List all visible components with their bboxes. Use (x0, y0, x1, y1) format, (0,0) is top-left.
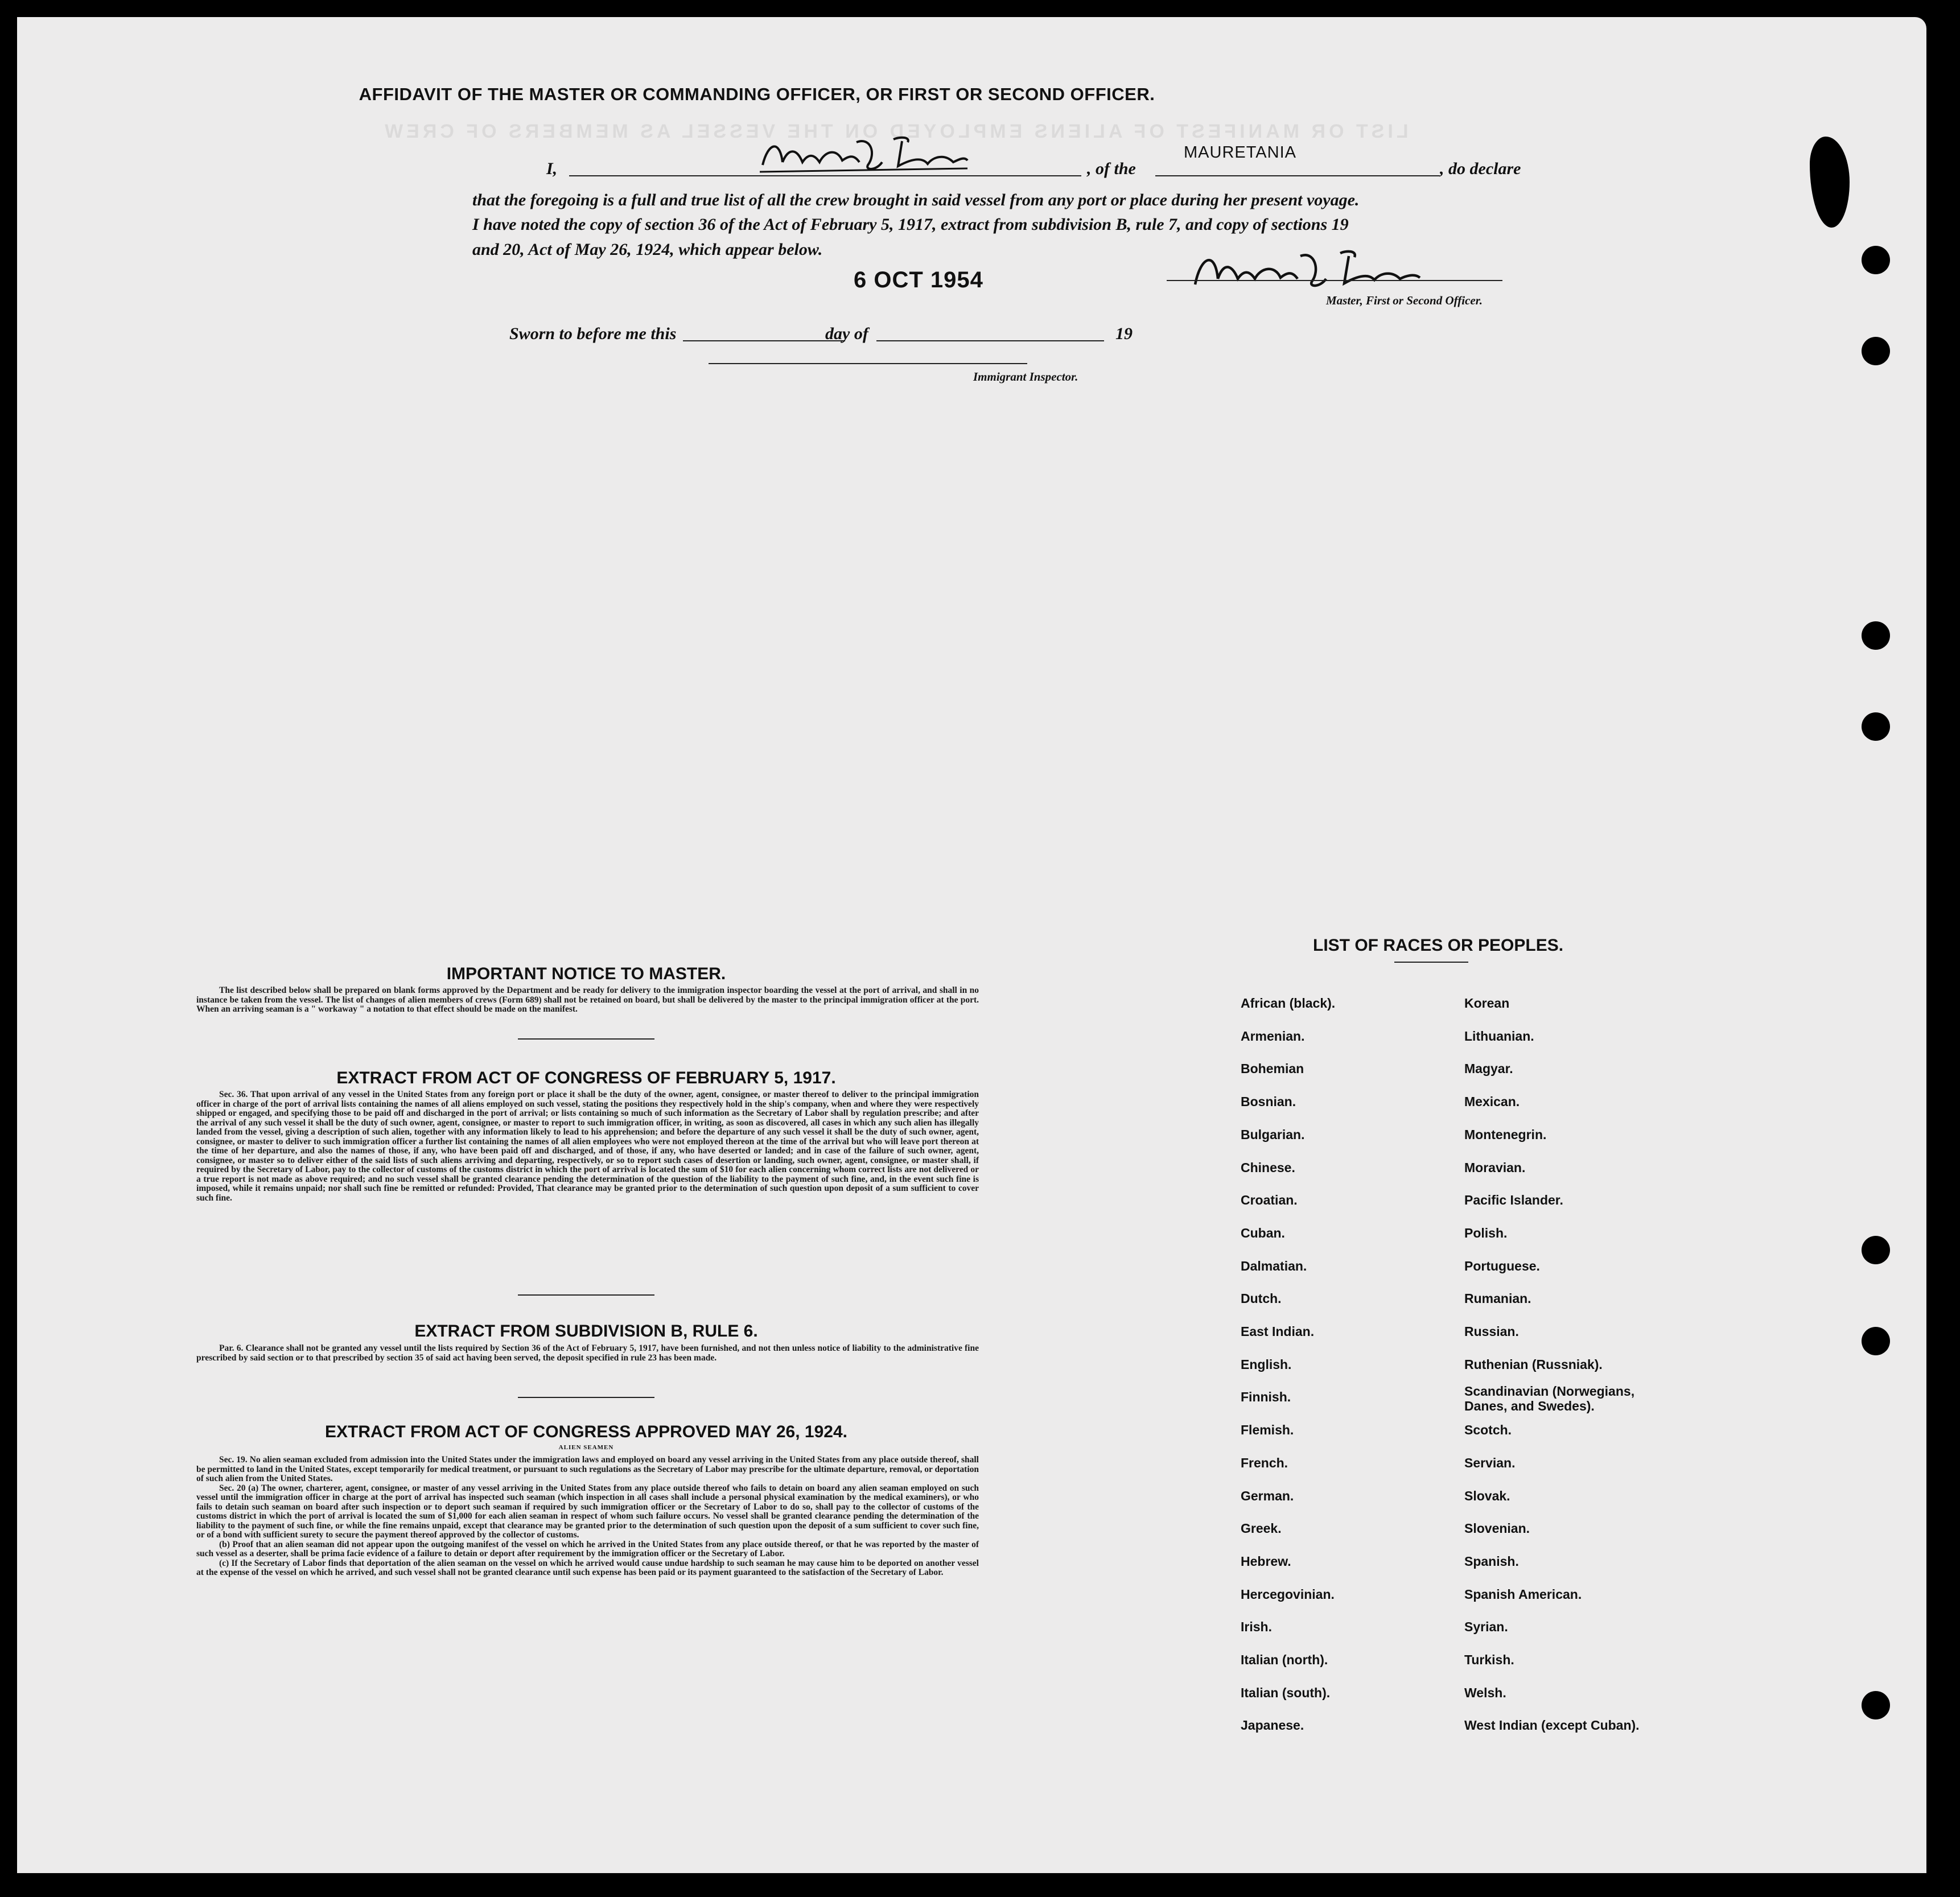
race-item: Scandinavian (Norwegians, Danes, and Swedes). (1464, 1384, 1635, 1414)
i-label: I, (546, 159, 558, 178)
race-item: Korean (1464, 996, 1510, 1011)
master-signature (1189, 245, 1428, 296)
race-item: Turkish. (1464, 1652, 1514, 1667)
torn-edge (1810, 137, 1850, 228)
race-item: Polish. (1464, 1225, 1508, 1240)
race-item: Welsh. (1464, 1685, 1506, 1700)
race-item: Dutch. (1241, 1291, 1282, 1306)
race-item: Bosnian. (1241, 1094, 1296, 1110)
punch-hole (1862, 621, 1890, 650)
race-item: Finnish. (1241, 1389, 1291, 1405)
race-item: Servian. (1464, 1455, 1516, 1470)
race-item: Moravian. (1464, 1160, 1526, 1175)
race-item: Montenegrin. (1464, 1127, 1547, 1142)
race-item: Bulgarian. (1241, 1127, 1305, 1142)
alien-seamen-subheading: ALIEN SEAMEN (558, 1444, 614, 1451)
races-heading: LIST OF RACES OR PEOPLES. (1313, 936, 1564, 955)
race-item: Japanese. (1241, 1718, 1304, 1733)
punch-hole (1862, 337, 1890, 365)
race-item: Croatian. (1241, 1193, 1298, 1208)
race-item: Italian (south). (1241, 1685, 1331, 1700)
race-item: Irish. (1241, 1619, 1272, 1635)
race-item: German. (1241, 1488, 1294, 1503)
document-page (17, 17, 1926, 1873)
extract-1924-text (196, 1455, 979, 1578)
race-item: Armenian. (1241, 1028, 1305, 1044)
of-the-label: , of the (1087, 159, 1136, 178)
race-item: Flemish. (1241, 1422, 1294, 1438)
sworn-label: Sworn to before me this (509, 324, 677, 343)
race-item: Pacific Islander. (1464, 1193, 1563, 1208)
divider (518, 1397, 654, 1398)
inspector-label: Immigrant Inspector. (973, 370, 1078, 383)
affidavit-title: AFFIDAVIT OF THE MASTER OR COMMANDING OFFICER, OR FIRST OR SECOND OFFICER. (359, 84, 1155, 104)
race-item: Slovenian. (1464, 1521, 1530, 1536)
subdivision-b-heading: EXTRACT FROM SUBDIVISION B, RULE 6. (414, 1322, 758, 1341)
inspector-signature-line (709, 363, 1027, 364)
race-item: English. (1241, 1356, 1292, 1372)
divider (518, 1294, 654, 1296)
race-item: Cuban. (1241, 1225, 1285, 1240)
race-item: Spanish. (1464, 1553, 1519, 1569)
race-item: East Indian. (1241, 1324, 1315, 1339)
sworn-day-line (683, 340, 845, 341)
race-item: Ruthenian (Russniak). (1464, 1356, 1603, 1372)
divider (1394, 962, 1468, 963)
date-stamp: 6 OCT 1954 (854, 267, 983, 292)
extract-1917-text (196, 1090, 979, 1203)
race-item: Rumanian. (1464, 1291, 1531, 1306)
sworn-month-line (876, 340, 1104, 341)
master-signature-top (757, 131, 973, 176)
punch-hole (1862, 1236, 1890, 1264)
race-item: Scotch. (1464, 1422, 1512, 1438)
section-19-paragraph: Sec. 19. No alien seaman excluded from admission into the United States under the immigration laws and employed on board any vessel arriving in the United States from any place outside thereof, shall be permitted to land in the United States, except temporarily for medical treatment, or pursuant to such regulations as the Secretary of Labor may prescribe for the ultimate departure, removal, or deportation of such alien from the United States. (196, 1455, 979, 1483)
race-item: Mexican. (1464, 1094, 1520, 1110)
divider (518, 1038, 654, 1040)
punch-hole (1862, 1327, 1890, 1355)
race-item: Slovak. (1464, 1488, 1510, 1503)
notice-heading: IMPORTANT NOTICE TO MASTER. (446, 964, 726, 983)
affidavit-line-4: and 20, Act of May 26, 1924, which appear below. (472, 240, 823, 259)
notice-paragraph: The list described below shall be prepared on blank forms approved by the Department and be ready for delivery to the immigration inspector boarding the vessel at the port of arrival, and shall in no instance be taken from the vessel. The list of changes of alien members of crews (Form 689) shall not be retained on board, but shall be delivered by the master to the principal immigration officer at the port. When an arriving seaman is a " workaway " a notation to that effect should be made on the manifest. (196, 985, 979, 1014)
race-item: Dalmatian. (1241, 1258, 1307, 1273)
race-item: Bohemian (1241, 1061, 1304, 1077)
race-item: Italian (north). (1241, 1652, 1328, 1667)
master-label: Master, First or Second Officer. (1326, 294, 1483, 307)
race-item: Greek. (1241, 1521, 1282, 1536)
section-20b-paragraph: (b) Proof that an alien seaman did not appear upon the outgoing manifest of the vessel on which he arrived in the United States from any place outside thereof, or that he was reported by the master of such vessel as a deserter, shall be prima facie evidence of a failure to detain or deport after requirement by the immigration officer or the Secretary of Labor. (196, 1539, 979, 1558)
punch-hole (1862, 712, 1890, 741)
extract-1917-heading: EXTRACT FROM ACT OF CONGRESS OF FEBRUARY 5, 1917. (336, 1069, 836, 1087)
master-signature-line (1167, 280, 1502, 281)
race-item: Lithuanian. (1464, 1028, 1534, 1044)
race-item: Russian. (1464, 1324, 1519, 1339)
race-item: Syrian. (1464, 1619, 1508, 1635)
subdivision-b-text (196, 1344, 979, 1363)
section-20a-paragraph: Sec. 20 (a) The owner, charterer, agent, consignee, or master of any vessel arriving in the United States from any place outside thereof who fails to detain on board any alien seaman employed on such vessel until the immigration officer in charge at the port of arrival has inspected such seaman (which inspection in all cases shall include a personal physical examination by the medical examiners), or who fails to detain such seaman on board after such inspection or to deport such seaman if required by such immigration officer or the Secretary of Labor to do so, shall pay to the collector of customs of the customs district in which the port of arrival is located the sum of $1,000 for each alien seaman in respect of whom such failure occurs. No vessel shall be granted clearance pending the determination of the liability to the payment of such fine, or while the fine remains unpaid, except that clearance may be granted prior to the determination of such question upon the deposit of a sum sufficient to cover such fine, or of a bond with sufficient surety to secure the payment thereof approved by the collector of customs. (196, 1483, 979, 1540)
affidavit-line-2: that the foregoing is a full and true list of all the crew brought in said vessel from any port or place during her present voyage. (472, 191, 1360, 209)
race-item: Spanish American. (1464, 1586, 1582, 1602)
race-item: Chinese. (1241, 1160, 1295, 1175)
race-item: French. (1241, 1455, 1288, 1470)
extract-1924-heading: EXTRACT FROM ACT OF CONGRESS APPROVED MAY 26, 1924. (325, 1422, 847, 1441)
year-label: 19 (1115, 324, 1133, 343)
race-item: West Indian (except Cuban). (1464, 1718, 1640, 1733)
race-item: Hebrew. (1241, 1553, 1291, 1569)
day-of-label: day of (825, 324, 868, 343)
vessel-line (1155, 175, 1440, 176)
race-item: Magyar. (1464, 1061, 1513, 1077)
race-item: Hercegovinian. (1241, 1586, 1335, 1602)
affidavit-line-3: I have noted the copy of section 36 of the Act of February 5, 1917, extract from subdivision B, rule 7, and copy of sections 19 (472, 215, 1349, 234)
bleed-through-heading: LIST OR MANIFEST OF ALIENS EMPLOYED ON THE VESSEL AS MEMBERS OF CREW (381, 121, 1409, 142)
notice-text (196, 986, 979, 1015)
punch-hole (1862, 246, 1890, 274)
section-20c-paragraph: (c) If the Secretary of Labor finds that deportation of the alien seaman on the vessel on which he arrived would cause undue hardship to such seaman he may cause him to be deported on another vessel at the expense of the vessel on which he arrived, and such vessel shall not be granted clearance until such expense has been paid or its payment guaranteed to the satisfaction of the Secretary of Labor. (196, 1558, 979, 1577)
race-item: Portuguese. (1464, 1258, 1540, 1273)
subdivision-b-paragraph: Par. 6. Clearance shall not be granted any vessel until the lists required by Section 36 of the Act of February 5, 1917, have been furnished, and not then unless notice of liability to the administrative fine prescribed by said section or to that prescribed by section 35 of said act having been served, the deposit specified in rule 23 has been made. (196, 1343, 979, 1363)
vessel-name: MAURETANIA (1184, 143, 1296, 162)
race-item: African (black). (1241, 996, 1336, 1011)
punch-hole (1862, 1691, 1890, 1719)
do-declare-label: , do declare (1440, 159, 1521, 178)
extract-1917-paragraph: Sec. 36. That upon arrival of any vessel in the United States from any foreign port or place it shall be the duty of the owner, agent, consignee, or master thereof to deliver to the principal immigration officer in charge of the port of arrival lists containing the names of all aliens employed on such vessel, stating the positions they respectively hold in the ship's company, when and where they were respectively shipped or engaged, and specifying those to be paid off and discharged in the port of arrival; or lists containing so much of such information as the Secretary of Labor shall by regulation prescribe; and after the arrival of any such vessel it shall be the duty of such owner, agent, consignee, or master to report to such immigration officer, in writing, as soon as discovered, all cases in which any such alien has illegally landed from the vessel, giving a description of such alien, together with any information likely to lead to his apprehension; and before the departure of any such vessel it shall be the duty of such owner, agent, consignee, or master to deliver to such immigration officer a further list containing the names of all alien employees who were not employed thereon at the time of the arrival but who will leave port thereon at the time of her departure, and also the names of those, if any, who have been paid off and discharged, and of those, if any, who have deserted or landed; and in case of the failure of such owner, agent, consignee, or master so to deliver either of the said lists of such aliens arriving and departing, respectively, or so to report such cases of desertion or landing, such owner, agent, consignee, or master shall, if required by the Secretary of Labor, pay to the collector of customs of the customs district in which the port of arrival is located the sum of $10 for each alien concerning whom correct lists are not delivered or a true report is not made as above required; and no such vessel shall be granted clearance pending the determination of the question of the liability to the payment of such fine, and, in the event such fine is imposed, while it remains unpaid; nor shall such fine be remitted or refunded: Provided, That clearance may be granted prior to the determination of such question upon deposit of a sum sufficient to cover such fine. (196, 1090, 979, 1203)
